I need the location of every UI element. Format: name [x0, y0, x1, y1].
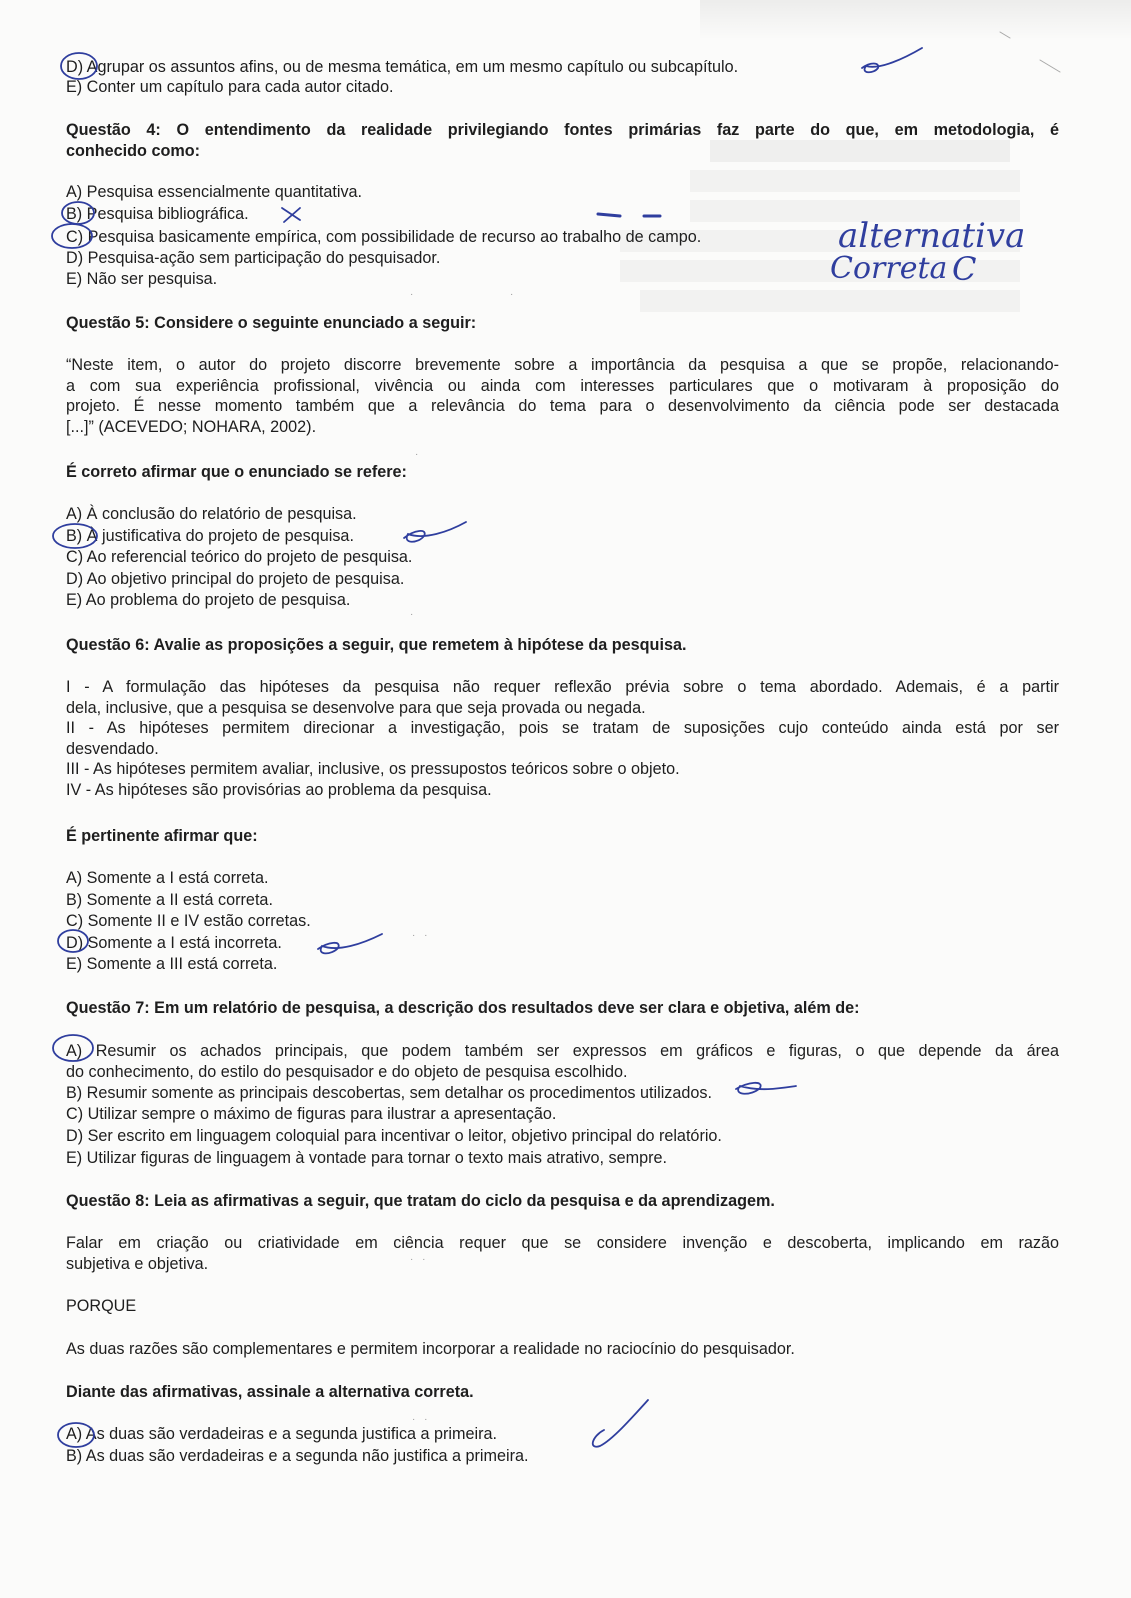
scan-speck: ·	[410, 289, 417, 300]
q6-propositions	[66, 677, 1059, 801]
handwritten-note-letter: C	[952, 250, 977, 288]
q7-option-a-line-1: A) Resumir os achados principais, que podem também ser expressos em gráficos e figuras, o que depende da área	[66, 1042, 1059, 1060]
q6-proposition-ii-line-2: desvendado.	[66, 739, 159, 758]
q7-option-e: E) Utilizar figuras de linguagem à vontade para tornar o texto mais atrativo, sempre.	[66, 1149, 668, 1167]
q4-title	[66, 120, 1059, 161]
q6-proposition-iv: IV - As hipóteses são provisórias ao problema da pesquisa.	[66, 780, 492, 799]
q4-option-b: B) Pesquisa bibliográfica.	[66, 205, 249, 223]
q5-option-d: D) Ao objetivo principal do projeto de pesquisa.	[66, 570, 405, 588]
q6-option-b: B) Somente a II está correta.	[66, 891, 273, 909]
q8-title: Questão 8: Leia as afirmativas a seguir, que tratam do ciclo da pesquisa e da aprendizagem.	[66, 1192, 775, 1210]
q4-option-d: D) Pesquisa-ação sem participação do pesquisador.	[66, 249, 441, 267]
scan-speck: ·	[510, 289, 517, 300]
q7-title: Questão 7: Em um relatório de pesquisa, a descrição dos resultados deve ser clara e objetiva, além de:	[66, 999, 860, 1017]
q6-proposition-ii-line-1: II - As hipóteses permitem direcionar a investigação, pois se tratam de suposições cujo conteúdo ainda está por ser	[66, 719, 1059, 738]
q7-option-a-line-2: do conhecimento, do estilo do pesquisador e do objeto de pesquisa escolhido.	[66, 1062, 628, 1081]
handwritten-note-alternativa: alternativa	[838, 216, 1026, 256]
q4-title-line-2: conhecido como:	[66, 141, 201, 160]
scan-speck: ·	[410, 609, 417, 620]
q5-prompt: É correto afirmar que o enunciado se refere:	[66, 463, 407, 481]
q8-statement-1-line-2: subjetiva e objetiva.	[66, 1254, 209, 1273]
q6-proposition-i-line-2: dela, inclusive, que a pesquisa se desenvolve para que seja provada ou negada.	[66, 698, 646, 717]
q5-statement-line-3: projeto. É nesse momento também que a relevância do tema para o desenvolvimento da ciência pode ser destacada	[66, 397, 1059, 416]
handwritten-note-correta: Correta	[830, 251, 948, 286]
q5-option-c: C) Ao referencial teórico do projeto de pesquisa.	[66, 548, 413, 566]
q5-option-b: B) À justificativa do projeto de pesquisa.	[66, 527, 354, 545]
q4-option-c: C) Pesquisa basicamente empírica, com possibilidade de recurso ao trabalho de campo.	[66, 228, 702, 246]
scan-speck: ·	[415, 449, 422, 460]
q7-option-b: B) Resumir somente as principais descobertas, sem detalhar os procedimentos utilizados.	[66, 1084, 712, 1102]
q6-option-c: C) Somente II e IV estão corretas.	[66, 912, 311, 930]
q5-statement	[66, 355, 1059, 437]
q5-title: Questão 5: Considere o seguinte enunciado a seguir:	[66, 314, 477, 332]
q7-option-a	[66, 1041, 1059, 1082]
q8-prompt: Diante das afirmativas, assinale a alternativa correta.	[66, 1383, 474, 1401]
q7-option-d: D) Ser escrito em linguagem coloquial para incentivar o leitor, objetivo principal do relatório.	[66, 1127, 722, 1145]
q5-option-a: A) À conclusão do relatório de pesquisa.	[66, 505, 357, 523]
scan-speck: · ·	[412, 1414, 431, 1425]
q6-title: Questão 6: Avalie as proposições a seguir, que remetem à hipótese da pesquisa.	[66, 636, 687, 654]
q8-option-b: B) As duas são verdadeiras e a segunda não justifica a primeira.	[66, 1447, 529, 1465]
q6-prompt: É pertinente afirmar que:	[66, 827, 258, 845]
q5-statement-line-1: “Neste item, o autor do projeto discorre brevemente sobre a importância da pesquisa a que se propõe, relacionando-	[66, 356, 1059, 374]
q6-option-d: D) Somente a I está incorreta.	[66, 934, 282, 952]
q4-option-e: E) Não ser pesquisa.	[66, 270, 218, 288]
q4-title-line-1: Questão 4: O entendimento da realidade privilegiando fontes primárias faz parte do que, em metodologia, é	[66, 121, 1059, 139]
q3-option-d: D) Agrupar os assuntos afins, ou de mesma temática, em um mesmo capítulo ou subcapítulo.	[66, 58, 739, 76]
q6-option-a: A) Somente a I está correta.	[66, 869, 269, 887]
q6-proposition-iii: III - As hipóteses permitem avaliar, inclusive, os pressupostos teóricos sobre o objeto.	[66, 760, 680, 779]
q6-proposition-i-line-1: I - A formulação das hipóteses da pesquisa não requer reflexão prévia sobre o tema abordado. Ademais, é a partir	[66, 678, 1059, 696]
q4-option-a: A) Pesquisa essencialmente quantitativa.	[66, 183, 363, 201]
q8-statement-2: As duas razões são complementares e permitem incorporar a realidade no raciocínio do pesquisador.	[66, 1340, 795, 1358]
scan-speck: · ·	[410, 1254, 429, 1265]
q8-statement-1	[66, 1233, 1059, 1274]
q5-option-e: E) Ao problema do projeto de pesquisa.	[66, 591, 351, 609]
scan-speck: · ·	[412, 930, 431, 941]
q8-statement-1-line-1: Falar em criação ou criatividade em ciência requer que se considere invenção e descoberta, implicando em razão	[66, 1234, 1059, 1252]
q8-porque: PORQUE	[66, 1297, 137, 1315]
q3-option-e: E) Conter um capítulo para cada autor citado.	[66, 78, 394, 96]
q6-option-e: E) Somente a III está correta.	[66, 955, 278, 973]
q7-option-c: C) Utilizar sempre o máximo de figuras para ilustrar a apresentação.	[66, 1105, 557, 1123]
q5-statement-line-4: [...]” (ACEVEDO; NOHARA, 2002).	[66, 417, 317, 436]
q8-option-a: A) As duas são verdadeiras e a segunda justifica a primeira.	[66, 1425, 497, 1443]
q5-statement-line-2: a com sua experiência profissional, vivência ou ainda com interesses particulares que o motivaram à proposição do	[66, 376, 1059, 395]
scan-shadow	[700, 0, 1131, 40]
